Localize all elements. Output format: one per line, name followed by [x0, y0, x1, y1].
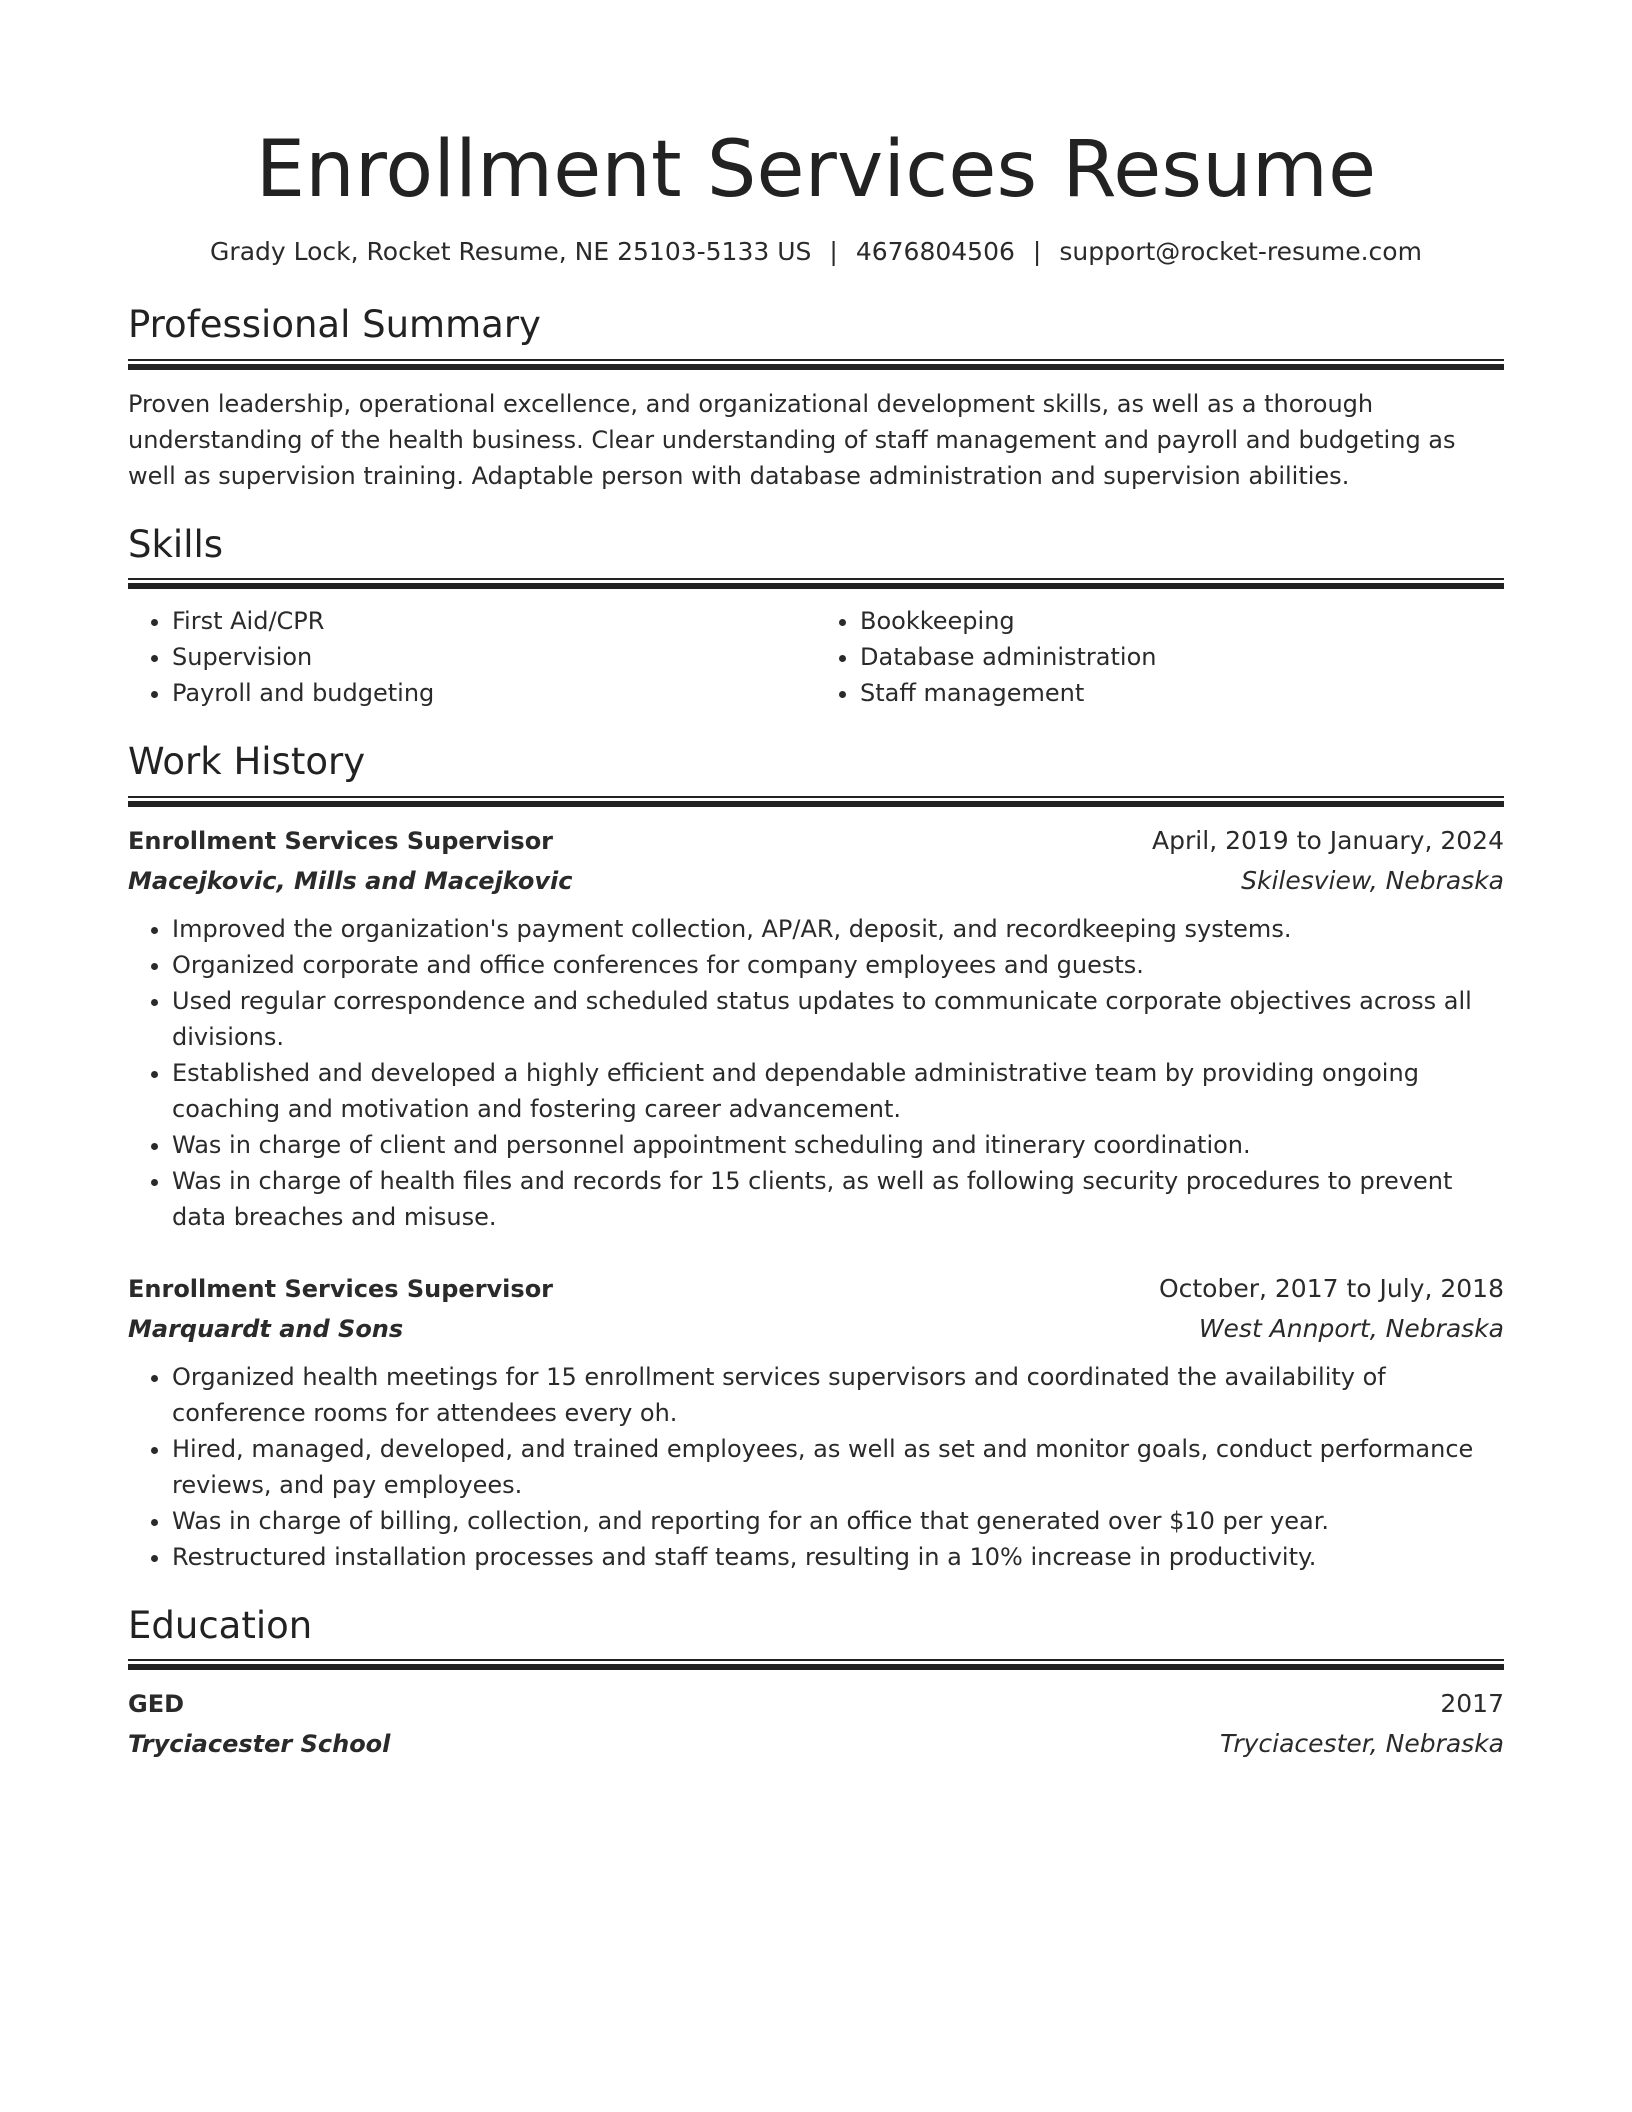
skills-left-list [128, 603, 816, 711]
job-bullet: • Was in charge of health files and records for 15 clients, as well as following security procedures to prevent data breaches and misuse. [172, 1163, 1504, 1235]
resume-title: Enrollment Services Resume [255, 125, 1377, 215]
skill-item: • First Aid/CPR [172, 603, 816, 639]
job-bullet: • Improved the organization's payment collection, AP/AR, deposit, and recordkeeping systems. [172, 911, 1504, 947]
job-location: West Annport, Nebraska [1198, 1313, 1504, 1343]
job-company: Macejkovic, Mills and Macejkovic [128, 866, 573, 895]
job-bullet: • Was in charge of billing, collection, and reporting for an office that generated over $10 per year. [172, 1503, 1504, 1539]
section-divider [128, 359, 1504, 370]
education-entry [128, 1684, 1504, 1764]
job-dates: October, 2017 to July, 2018 [1158, 1273, 1504, 1303]
education-year: 2017 [1440, 1689, 1504, 1719]
contact-separator: | [1032, 236, 1042, 266]
skill-item: • Staff management [860, 675, 1504, 711]
skill-item: • Payroll and budgeting [172, 675, 816, 711]
job-bullet: • Organized health meetings for 15 enrollment services supervisors and coordinated the availability of conference rooms for attendees every oh. [172, 1359, 1504, 1431]
summary-heading: Professional Summary [128, 303, 541, 347]
skills-heading: Skills [128, 522, 224, 566]
job-title: Enrollment Services Supervisor [128, 1274, 554, 1303]
job-entry [128, 1269, 1504, 1575]
section-divider [128, 578, 1504, 589]
job-bullet: • Was in charge of client and personnel appointment scheduling and itinerary coordination. [172, 1127, 1504, 1163]
contact-phone: 4676804506 [855, 236, 1015, 266]
education-heading: Education [128, 1603, 313, 1647]
education-degree: GED [128, 1690, 185, 1719]
skill-item: • Bookkeeping [860, 603, 1504, 639]
contact-line [128, 236, 1504, 269]
education-location: Tryciacester, Nebraska [1220, 1729, 1504, 1759]
education-section [128, 1605, 1504, 1765]
section-divider [128, 796, 1504, 807]
contact-separator: | [829, 236, 838, 266]
skills-section [128, 524, 1504, 712]
job-bullet: • Established and developed a highly efficient and dependable administrative team by providing ongoing coaching and motivation and fostering career advancement. [172, 1055, 1504, 1127]
skill-item: • Supervision [172, 639, 816, 675]
contact-address: Grady Lock, Rocket Resume, NE 25103-5133 US [210, 236, 812, 266]
work-section [128, 741, 1504, 1575]
education-school: Tryciacester School [128, 1730, 391, 1759]
job-location: Skilesview, Nebraska [1241, 865, 1504, 895]
job-title: Enrollment Services Supervisor [128, 826, 554, 855]
skills-columns [128, 603, 1504, 711]
job-bullet: • Hired, managed, developed, and trained employees, as well as set and monitor goals, conduct performance reviews, and pay employees. [172, 1431, 1504, 1503]
job-bullets [128, 1359, 1504, 1575]
skill-item: • Database administration [860, 639, 1504, 675]
summary-section [128, 304, 1504, 494]
work-heading: Work History [128, 740, 366, 784]
summary-text: Proven leadership, operational excellence, and organizational development skills, as well as a thorough understanding of the health business. Clear understanding of staff management and payroll and budgeting as well as supervision training. Adaptable person with database administration and supervision abilities. [128, 389, 1456, 490]
job-company: Marquardt and Sons [128, 1314, 404, 1343]
job-bullets [128, 911, 1504, 1235]
skills-right-list [816, 603, 1504, 711]
job-bullet: • Used regular correspondence and scheduled status updates to communicate corporate objectives across all divisions. [172, 983, 1504, 1055]
job-bullet: • Organized corporate and office conferences for company employees and guests. [172, 947, 1504, 983]
job-dates: April, 2019 to January, 2024 [1152, 825, 1504, 855]
job-bullet: • Restructured installation processes and staff teams, resulting in a 10% increase in productivity. [172, 1539, 1504, 1575]
job-entry [128, 821, 1504, 1235]
contact-email: support@rocket-resume.com [1059, 236, 1422, 266]
section-divider [128, 1659, 1504, 1670]
